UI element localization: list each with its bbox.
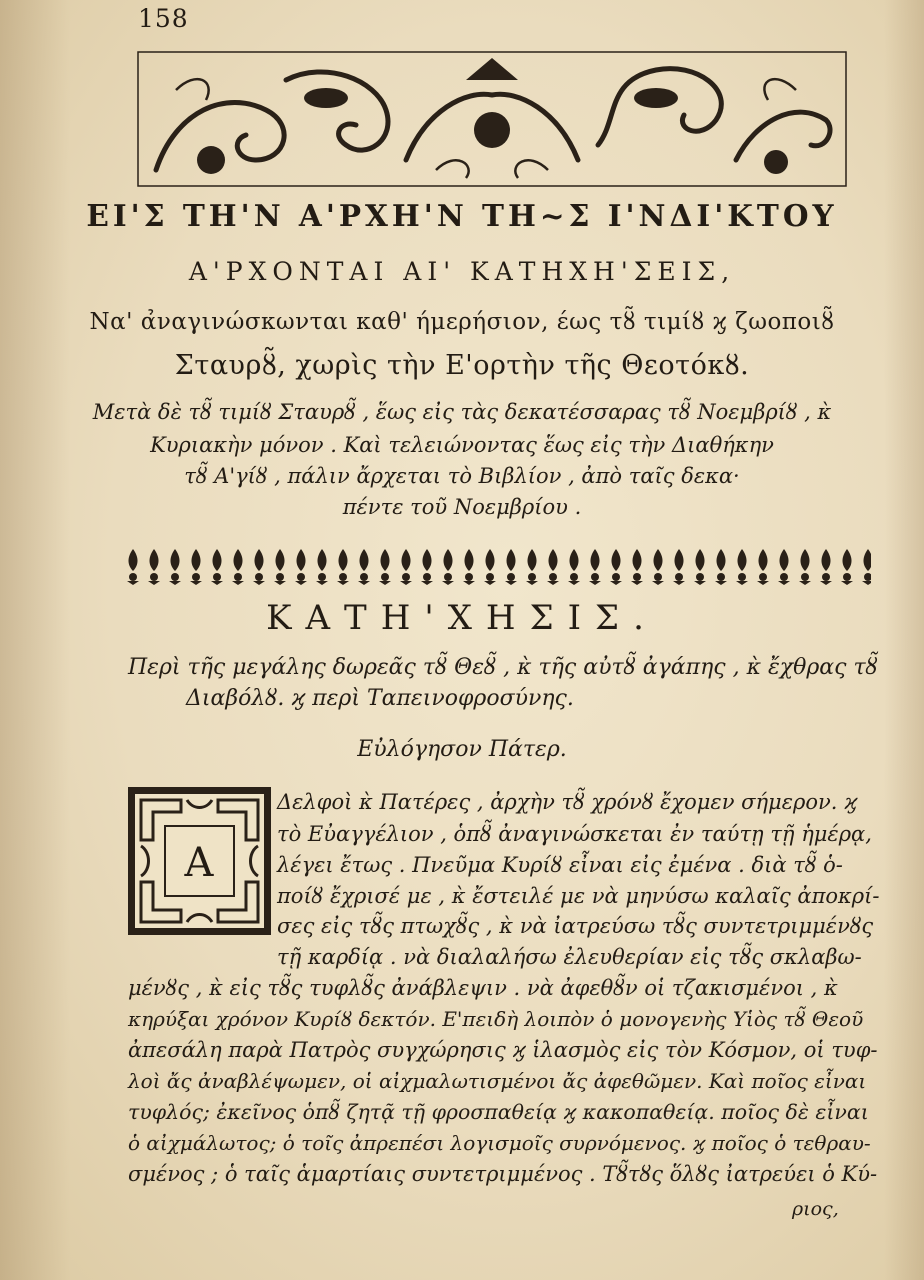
note-line: Μετὰ δὲ τȣ̃ τιμίȣ Σταυρȣ̃ , ἕως εἰς τὰς δεκατέσσαρας τȣ̃ Νοεμβρίȣ , κ̀ — [92, 400, 832, 424]
body-line: ἀπεσάλη παρὰ Πατρὸς συγχώρησις ϗ ἱλασμὸς εἰς τὸν Κόσμον, οἱ τυφ- — [128, 1038, 878, 1062]
decorated-initial — [127, 786, 272, 936]
initial-letter: Α — [184, 840, 214, 886]
body-line: σμένος ; ὁ ταῖς ἁμαρτίαις συντετριμμένος . Τȣ̃τȣς ὅλȣς ἰατρεύει ὁ Κύ- — [128, 1162, 878, 1186]
note-line: τȣ̃ Α'γίȣ , πάλιν ἄρχεται τὸ Βιβλίον , ἀπὸ ταῖς δεκα· — [184, 464, 740, 488]
body-line: λέγει ἔτως . Πνεῦμα Κυρίȣ εἶναι εἰς ἐμένα . διὰ τȣ̃ ὁ- — [277, 853, 843, 877]
catchword: ριος, — [792, 1198, 839, 1220]
blessing: Εὐλόγησον Πάτερ. — [357, 737, 567, 762]
subject-line: Περὶ τῆς μεγάλης δωρεᾶς τȣ̃ Θεȣ̃ , κ̀ τῆς αὐτȣ̃ ἀγάπης , κ̀ ἔχθρας τȣ̃ — [128, 655, 878, 680]
fleuron-rule — [125, 543, 871, 585]
main-title: ΕΙ'Σ ΤΗ'Ν Α'ΡΧΗ'Ν ΤΗ~Σ Ι'ΝΔΙ'ΚΤΟΥ — [86, 198, 838, 233]
body-line: κηρύξαι χρόνον Κυρίȣ δεκτόν. Ε'πειδὴ λοιπὸν ὁ μονογενὴς Υἱὸς τȣ̃ Θεοῦ — [128, 1007, 864, 1031]
heading-line-b: Σταυρȣ̃, χωρὶς τὴν Ε'ορτὴν τῆς Θεοτόκȣ. — [174, 350, 750, 381]
note-line: πέντε τοῦ Νοεμβρίου . — [342, 495, 582, 519]
body-line: τῇ καρδίᾳ . νὰ διαλαλήσω ἐλευθερίαν εἰς τȣ̃ς σκλαβω- — [277, 945, 862, 969]
subtitle: Α'ΡΧΟΝΤΑΙ ΑΙ' ΚΑΤΗΧΗ'ΣΕΙΣ, — [188, 257, 736, 286]
body-line: ποίȣ ἔχρισέ με , κ̀ ἔστειλέ με νὰ μηνύσω καλαῖς ἀποκρί- — [277, 884, 880, 908]
page-number: 158 — [138, 4, 189, 33]
subject-line: Διαβόλȣ. ϗ περὶ Ταπεινοφροσύνης. — [186, 686, 574, 711]
ornamental-headpiece — [136, 50, 848, 188]
body-line: τὸ Εὐαγγέλιον , ὁπȣ̃ ἀναγινώσκεται ἐν ταύτῃ τῇ ἡμέρᾳ, — [277, 822, 872, 846]
body-line: Δελφοὶ κ̀ Πατέρες , ἀρχὴν τȣ̃ χρόνȣ ἔχομεν σήμερον. ϗ — [277, 790, 858, 814]
note-line: Κυριακὴν μόνον . Καὶ τελειώνοντας ἕως εἰς τὴν Διαθήκην — [150, 433, 774, 457]
body-line: σες εἰς τȣ̃ς πτωχȣ̃ς , κ̀ νὰ ἰατρεύσω τȣ̃ς συντετριμμένȣς — [277, 914, 874, 938]
body-line: λοὶ ἄς ἀναβλέψωμεν, οἱ αἰχμαλωτισμένοι ἄς ἀφεθῶμεν. Καὶ ποῖος εἶναι — [128, 1069, 867, 1093]
heading-line-a: Να' α̉ναγινώσκωνται καθ' ήμερήσιον, έως τȣ̃ τιμίȣ ϗ ζωοποιȣ̃ — [89, 309, 835, 335]
body-line: τυφλός; ἐκεῖνος ὁπȣ̃ ζητᾷ τῇ φροσπαθείᾳ ϗ κακοπαθείᾳ. ποῖος δὲ εἶναι — [128, 1100, 869, 1124]
body-line: ὁ αἰχμάλωτος; ὁ τοῖς ἀπρεπέσι λογισμοῖς συρνόμενος. ϗ ποῖος ὁ τεθραυ- — [128, 1131, 871, 1155]
body-line: μένȣς , κ̀ εἰς τȣ̃ς τυφλȣ̃ς ἀνάβλεψιν . νὰ ἀφεθȣ̃ν οἱ τζακισμένοι , κ̀ — [128, 976, 838, 1000]
section-title: ΚΑΤΗ'ΧΗΣΙΣ. — [266, 598, 658, 638]
